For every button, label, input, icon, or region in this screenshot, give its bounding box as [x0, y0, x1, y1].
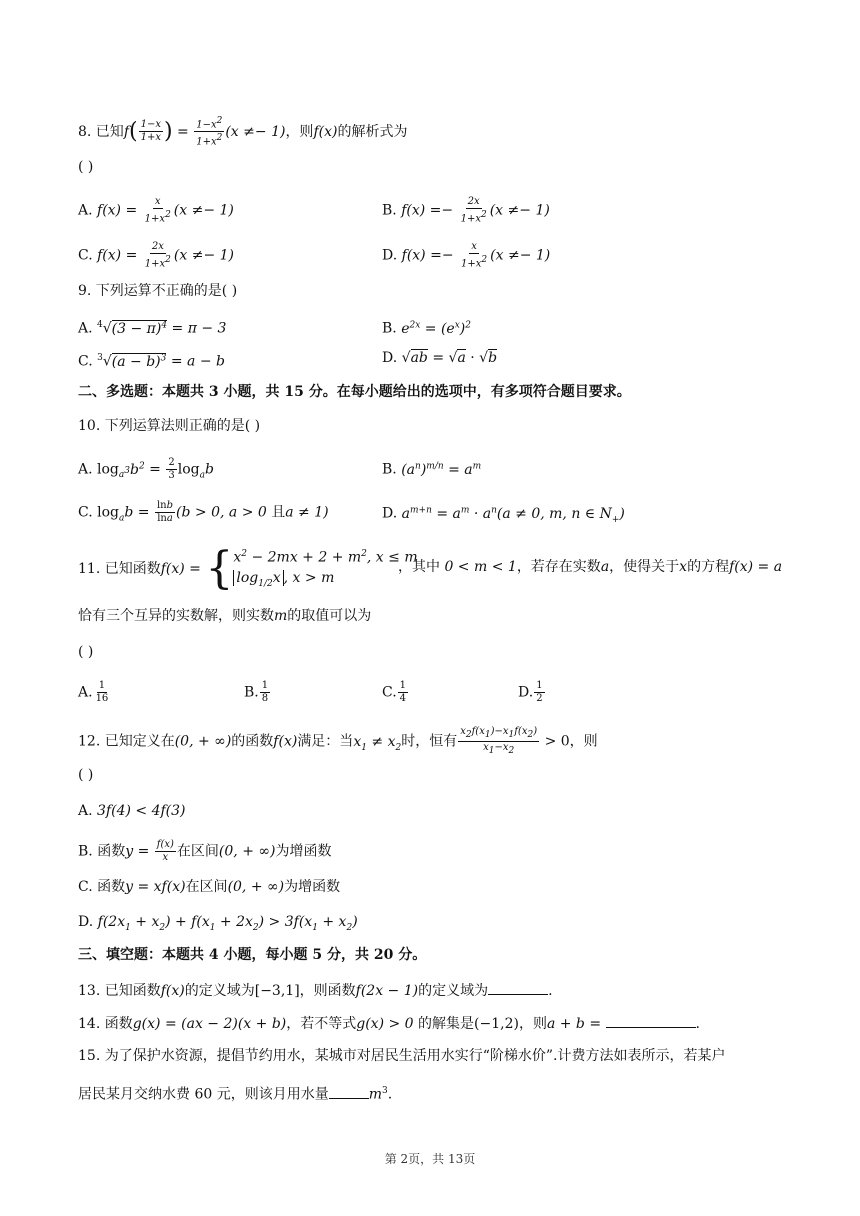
- section-3-heading: 三、填空题：本题共 4 小题，每小题 5 分，共 20 分。: [78, 947, 427, 963]
- q10-option-a[interactable]: A. $\log_{a^3}b^2$ = $\frac{2}{3}$ $\log_ab$: [78, 457, 214, 482]
- q13-stem: 13. 已知函数f(x)的定义域为[−3,1]，则函数f(2x − 1)的定义域为 .: [78, 980, 553, 1001]
- q10-option-b[interactable]: B. $(a^n)^{m/n} = a^m$: [382, 461, 482, 478]
- q10-option-d[interactable]: D. $a^{m+n} = a^m \cdot a^n(a \ne 0$, m, n ∈ $N_+$): [382, 505, 625, 525]
- q8-option-d[interactable]: D. f(x) =− $\frac{x}{1+x^2}$ (x ≠− 1): [382, 241, 551, 270]
- q12-option-c[interactable]: C. 函数y = xf(x)在区间(0, + ∞)为增函数: [78, 879, 341, 895]
- q8-suffix2: 的解析式为: [337, 123, 408, 140]
- q8-paren: ( ): [78, 159, 94, 175]
- q10-option-c[interactable]: C. $\log_ab$ = $\frac{\ln b}{\ln a}$ (b > 0, a > 0 且a ≠ 1): [78, 500, 329, 524]
- q12-option-d[interactable]: D. $f(2x_1 + x_2) + f(x_1 + 2x_2) > 3f(x_1 + x_2)$: [78, 914, 358, 933]
- q9-option-c[interactable]: C. $^3√(a - b)^3 = a - b$: [78, 353, 225, 370]
- q9-option-d[interactable]: D. √ab = √a · √b: [382, 350, 498, 366]
- q9-option-a[interactable]: A. $^4√(3 - \pi)^4 = \pi - 3$: [78, 320, 227, 337]
- q8-prefix: 8. 已知: [78, 123, 124, 140]
- q12-stem: 12. 已知定义在(0, + ∞)的函数f(x)满足：当$x_1 \ne x_2$时，恒有 $\frac{x_2f(x_1)-x_1f(x_2)}{x_1-x_2}$ > 0，则: [78, 726, 598, 756]
- q8-option-a[interactable]: A. f(x) = $\frac{x}{1+x^2}$ (x ≠− 1): [78, 196, 234, 225]
- q9-stem: 9. 下列运算不正确的是( ): [78, 283, 238, 299]
- q15-line1: 15. 为了保护水资源，提倡节约用水，某城市对居民生活用水实行“阶梯水价”.计费方法如表所示，若某户: [78, 1048, 726, 1064]
- q11-option-d[interactable]: D. $\frac{1}{2}$: [518, 680, 543, 704]
- q8-option-c[interactable]: C. f(x) = $\frac{2x}{1+x^2}$ (x ≠− 1): [78, 241, 234, 270]
- q15-line2: 居民某月交纳水费 60 元，则该月用水量 $m^3$.: [78, 1081, 392, 1105]
- q11-option-c[interactable]: C. $\frac{1}{4}$: [382, 680, 407, 704]
- q12-paren: ( ): [78, 767, 94, 783]
- q11-stem-line2: 恰有三个互异的实数解，则实数m的取值可以为: [78, 608, 372, 624]
- q11-paren: ( ): [78, 644, 94, 660]
- q9-option-b[interactable]: B. $e^{2x} = (e^x)^2$: [382, 320, 471, 337]
- q10-stem: 10. 下列运算法则正确的是( ): [78, 418, 261, 434]
- q15-answer-blank[interactable]: [329, 1084, 369, 1099]
- page-footer: 第 2页，共 13页: [384, 1152, 476, 1166]
- q11-stem: 11. 已知函数f(x) = { $x^2 - 2mx + 2 + m^2$, x ≤ m $\log_{1/2}x$ , x > m: [78, 543, 418, 594]
- q14-answer-blank[interactable]: [606, 1013, 696, 1028]
- q12-option-b[interactable]: B. 函数y = $\frac{f(x)}{x}$ 在区间(0, + ∞)为增函数: [78, 839, 332, 863]
- q11-option-b[interactable]: B. $\frac{1}{8}$: [244, 680, 269, 704]
- q11-stem-right: ，其中 0 < m < 1，若存在实数a，使得关于x的方程f(x) = a: [398, 559, 783, 575]
- q8-suffix: ，则: [285, 123, 314, 140]
- q12-option-a[interactable]: A. 3f(4) < 4f(3): [78, 803, 186, 819]
- q8-stem: 8. 已知f( $\frac{1-x}{1+x}$ ) = $\frac{1-x^2}{1+x^2}$ (x ≠− 1)，则f(x)的解析式为: [78, 116, 408, 148]
- q11-option-a[interactable]: A. $\frac{1}{16}$: [78, 680, 109, 704]
- section-2-heading: 二、多选题：本题共 3 小题，共 15 分。在每小题给出的选项中，有多项符合题目要求。: [78, 384, 631, 400]
- q8-option-b[interactable]: B. f(x) =− $\frac{2x}{1+x^2}$ (x ≠− 1): [382, 196, 550, 225]
- q14-stem: 14. 函数g(x) = (ax − 2)(x + b)，若不等式g(x) > 0 的解集是(−1,2)，则a + b = .: [78, 1013, 700, 1034]
- q13-answer-blank[interactable]: [488, 980, 548, 995]
